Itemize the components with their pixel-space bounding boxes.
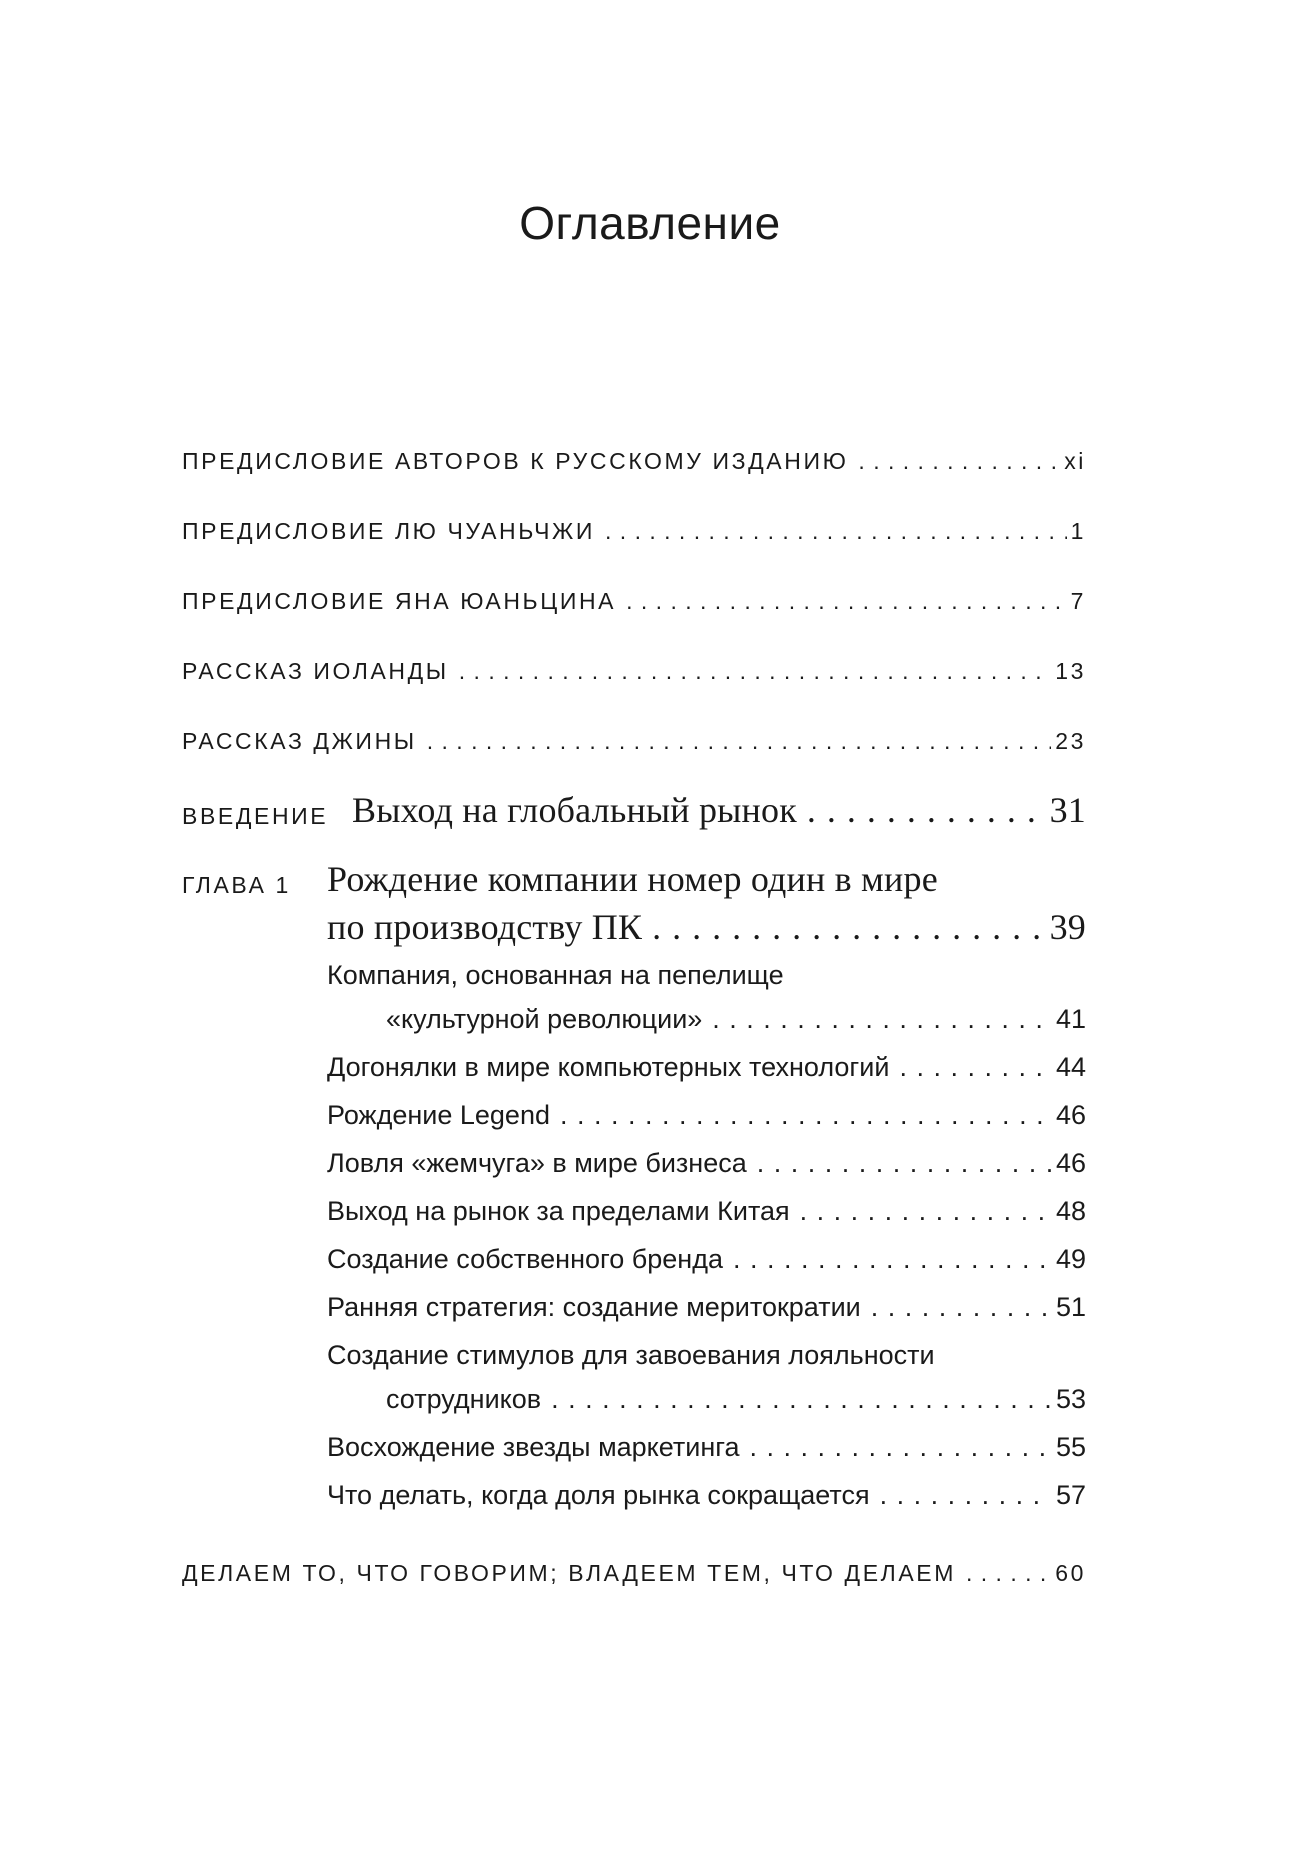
intro-keyword: ВВЕДЕНИЕ	[182, 803, 329, 829]
dot-leader	[880, 1480, 1052, 1511]
toc-entry-label: РАССКАЗ ДЖИНЫ	[182, 728, 417, 754]
dot-leader	[459, 658, 1051, 685]
toc-entry-label: сотрудников	[386, 1384, 542, 1414]
dot-leader	[858, 448, 1060, 475]
toc-entry-introduction[interactable]	[352, 789, 1086, 831]
dot-leader	[560, 1100, 1052, 1131]
dot-leader	[899, 1052, 1052, 1083]
toc-entry-yang-preface[interactable]	[182, 588, 1086, 615]
toc-entry-label: Восхождение звезды маркетинга	[327, 1432, 740, 1462]
toc-entry-label: Рождение Legend	[327, 1100, 550, 1130]
toc-entry-label: Выход на рынок за пределами Китая	[327, 1196, 790, 1226]
page-title: Оглавление	[519, 197, 781, 249]
dot-leader	[652, 906, 1045, 948]
toc-entry-page: 23	[1055, 728, 1086, 754]
dot-leader	[626, 588, 1066, 615]
toc-section-own-brand[interactable]	[327, 1244, 1086, 1275]
toc-entry-label: ПРЕДИСЛОВИЕ ЛЮ ЧУАНЬЧЖИ	[182, 518, 596, 544]
toc-entry-page: 60	[1055, 1560, 1086, 1586]
toc-entry-label: Выход на глобальный рынок	[352, 790, 797, 830]
toc-entry-label: РАССКАЗ ИОЛАНДЫ	[182, 658, 449, 684]
toc-section-catch-up[interactable]	[327, 1052, 1086, 1083]
toc-entry-page: xi	[1064, 448, 1086, 474]
dot-leader	[427, 728, 1051, 755]
toc-entry-label: Ловля «жемчуга» в мире бизнеса	[327, 1148, 747, 1178]
toc-entry-page: 13	[1055, 658, 1086, 684]
toc-section-market-share[interactable]	[327, 1480, 1086, 1511]
toc-entry-page: 46	[1055, 1148, 1086, 1178]
chapter-title-line1[interactable]: Рождение компании номер один в мире	[327, 859, 938, 899]
toc-entry-page: 7	[1070, 588, 1086, 614]
dot-leader	[966, 1560, 1051, 1587]
dot-leader	[551, 1384, 1052, 1415]
toc-entry-page: 57	[1055, 1480, 1086, 1510]
chapter-keyword: ГЛАВА 1	[182, 872, 291, 898]
dot-leader	[807, 789, 1046, 831]
toc-section-birth-of-legend[interactable]	[327, 1100, 1086, 1131]
toc-entry-page: 53	[1055, 1384, 1086, 1414]
toc-entry-page: 48	[1055, 1196, 1086, 1226]
dot-leader	[605, 518, 1067, 545]
toc-entry-yolanda-story[interactable]	[182, 658, 1086, 685]
toc-entry-page: 51	[1055, 1292, 1086, 1322]
toc-entry-label: по производству ПК	[327, 907, 643, 947]
toc-entry-page: 39	[1049, 907, 1086, 947]
toc-entry-page: 41	[1055, 1004, 1086, 1034]
dot-leader	[871, 1292, 1052, 1323]
dot-leader	[712, 1004, 1052, 1035]
toc-section-pearls[interactable]	[327, 1148, 1086, 1179]
toc-entry-gina-story[interactable]	[182, 728, 1086, 755]
toc-entry-label: Догонялки в мире компьютерных технологий	[327, 1052, 890, 1082]
toc-section-line1[interactable]: Компания, основанная на пепелище	[327, 960, 784, 990]
dot-leader	[733, 1244, 1052, 1275]
toc-entry-page: 44	[1055, 1052, 1086, 1082]
toc-section-loyalty[interactable]	[386, 1384, 1086, 1415]
toc-entry-chapter1[interactable]	[327, 906, 1086, 948]
toc-entry-page: 49	[1055, 1244, 1086, 1274]
toc-entry-label: «культурной революции»	[386, 1004, 703, 1034]
toc-entry-page: 55	[1055, 1432, 1086, 1462]
toc-entry-label: Ранняя стратегия: создание меритократии	[327, 1292, 861, 1322]
toc-entry-liu-preface[interactable]	[182, 518, 1086, 545]
toc-entry-label: Что делать, когда доля рынка сокращается	[327, 1480, 870, 1510]
toc-section-marketing-star[interactable]	[327, 1432, 1086, 1463]
toc-entry-label: ПРЕДИСЛОВИЕ ЯНА ЮАНЬЦИНА	[182, 588, 617, 614]
toc-section-cultural-revolution[interactable]	[386, 1004, 1086, 1035]
toc-entry-label: ПРЕДИСЛОВИЕ АВТОРОВ К РУССКОМУ ИЗДАНИЮ	[182, 448, 849, 474]
dot-leader	[800, 1196, 1052, 1227]
toc-section-meritocracy[interactable]	[327, 1292, 1086, 1323]
toc-entry-authors-preface[interactable]	[182, 448, 1086, 475]
toc-entry-label: ДЕЛАЕМ ТО, ЧТО ГОВОРИМ; ВЛАДЕЕМ ТЕМ, ЧТО ДЕЛАЕМ	[182, 1560, 956, 1586]
toc-entry-do-what-we-say[interactable]	[182, 1560, 1086, 1587]
toc-entry-label: Создание собственного бренда	[327, 1244, 723, 1274]
toc-entry-page: 1	[1070, 518, 1086, 544]
toc-section-line1[interactable]: Создание стимулов для завоевания лояльности	[327, 1340, 935, 1370]
toc-section-outside-china[interactable]	[327, 1196, 1086, 1227]
dot-leader	[757, 1148, 1052, 1179]
toc-entry-page: 46	[1055, 1100, 1086, 1130]
dot-leader	[750, 1432, 1052, 1463]
toc-entry-page: 31	[1049, 790, 1086, 830]
